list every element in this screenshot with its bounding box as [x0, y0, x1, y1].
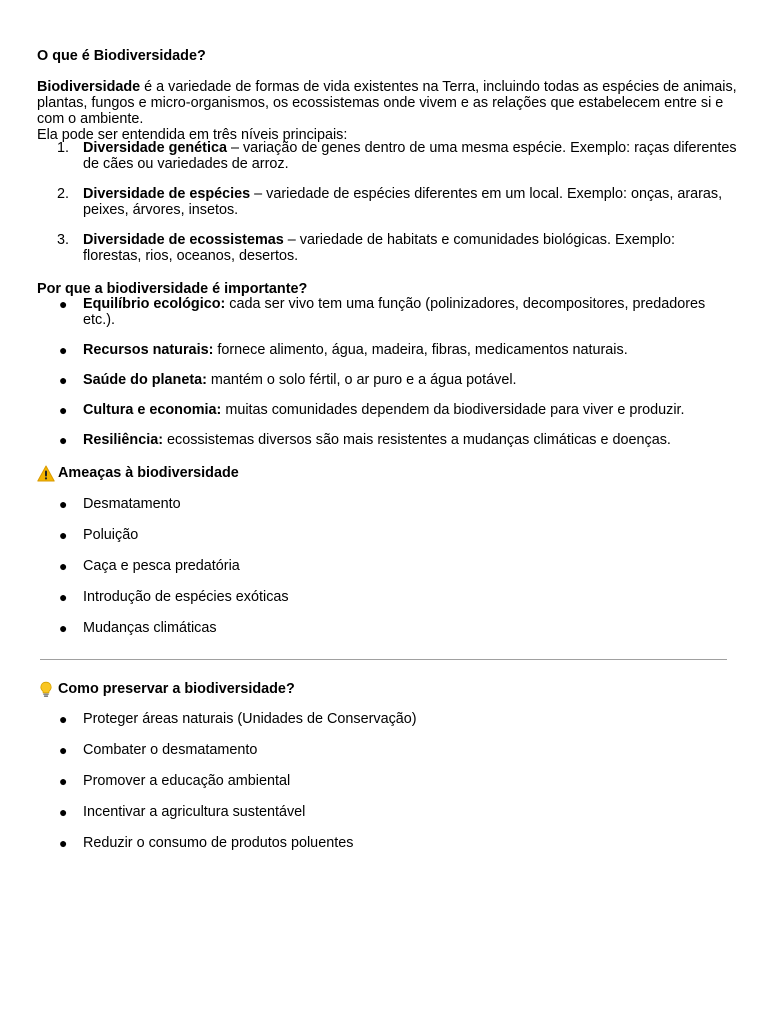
intro-section	[37, 79, 737, 143]
list-item	[37, 186, 737, 218]
threats-list	[37, 496, 737, 651]
why-term: Cultura e economia:	[83, 402, 222, 418]
list-number: 2.	[57, 186, 70, 202]
lightbulb-icon	[37, 681, 55, 698]
level-text: – variação de genes dentro de uma mesma espécie. Exemplo: raças diferentes de cães ou variedades de arroz.	[83, 140, 737, 172]
why-term: Equilíbrio ecológico:	[83, 296, 226, 312]
preserve-heading-text: Como preservar a biodiversidade?	[58, 681, 295, 697]
preserve-text: Incentivar a agricultura sustentável	[83, 804, 306, 820]
intro-definition: é a variedade de formas de vida existentes na Terra, incluindo todas as espécies de animais, plantas, fungos e micro-organismos, os ecossistemas onde vivem e as relações que estabelecem entre si e com o ambiente.	[37, 79, 737, 127]
list-number: 1.	[57, 140, 70, 156]
list-item	[37, 711, 737, 727]
preserve-heading	[37, 681, 295, 698]
list-item	[37, 496, 737, 512]
bullet: ●	[59, 496, 68, 512]
levels-list	[37, 140, 737, 278]
list-number: 3.	[57, 232, 70, 248]
list-item	[37, 402, 737, 418]
bullet: ●	[59, 296, 68, 312]
list-item	[37, 372, 737, 388]
bullet: ●	[59, 620, 68, 636]
threats-heading	[37, 465, 239, 482]
bullet: ●	[59, 711, 68, 727]
why-term: Resiliência:	[83, 432, 163, 448]
list-item	[37, 527, 737, 543]
preserve-text: Promover a educação ambiental	[83, 773, 291, 789]
bullet: ●	[59, 558, 68, 574]
threats-heading-text: Ameaças à biodiversidade	[58, 465, 239, 481]
list-item	[37, 432, 737, 448]
why-text: ecossistemas diversos são mais resistentes a mudanças climáticas e doenças.	[163, 432, 671, 448]
preserve-text: Reduzir o consumo de produtos poluentes	[83, 835, 354, 851]
preserve-text: Combater o desmatamento	[83, 742, 258, 758]
bullet: ●	[59, 527, 68, 543]
bullet: ●	[59, 742, 68, 758]
bullet: ●	[59, 835, 68, 851]
bullet: ●	[59, 402, 68, 418]
level-term: Diversidade de espécies	[83, 186, 251, 202]
list-item	[37, 232, 737, 264]
bullet: ●	[59, 804, 68, 820]
threat-text: Caça e pesca predatória	[83, 558, 240, 574]
intro-term: Biodiversidade	[37, 79, 141, 95]
page-title: O que é Biodiversidade?	[37, 48, 206, 64]
why-text: mantém o solo fértil, o ar puro e a água potável.	[206, 372, 517, 388]
list-item	[37, 620, 737, 636]
level-term: Diversidade de ecossistemas	[83, 232, 284, 248]
level-term: Diversidade genética	[83, 140, 227, 156]
list-item	[37, 140, 737, 172]
bullet: ●	[59, 589, 68, 605]
list-item	[37, 342, 737, 358]
list-item	[37, 804, 737, 820]
list-item	[37, 558, 737, 574]
threat-text: Introdução de espécies exóticas	[83, 589, 289, 605]
preserve-text: Proteger áreas naturais (Unidades de Conservação)	[83, 711, 417, 727]
warning-icon	[37, 465, 55, 482]
bullet: ●	[59, 372, 68, 388]
why-text: fornece alimento, água, madeira, fibras, medicamentos naturais.	[213, 342, 628, 358]
list-item	[37, 296, 737, 328]
preserve-list	[37, 711, 737, 866]
levels-intro: Ela pode ser entendida em três níveis principais:	[37, 127, 348, 143]
bullet: ●	[59, 342, 68, 358]
list-item	[37, 773, 737, 789]
threat-text: Poluição	[83, 527, 139, 543]
why-term: Recursos naturais:	[83, 342, 214, 358]
bullet: ●	[59, 773, 68, 789]
why-text: muitas comunidades dependem da biodiversidade para viver e produzir.	[221, 402, 685, 418]
threat-text: Mudanças climáticas	[83, 620, 217, 636]
list-item	[37, 835, 737, 851]
why-list	[37, 296, 737, 462]
list-item	[37, 589, 737, 605]
intro-paragraph	[37, 79, 737, 127]
bullet: ●	[59, 432, 68, 448]
list-item	[37, 742, 737, 758]
threat-text: Desmatamento	[83, 496, 181, 512]
level-text: – variedade de espécies diferentes em um local. Exemplo: onças, araras, peixes, árvores, insetos.	[83, 186, 723, 218]
level-text: – variedade de habitats e comunidades biológicas. Exemplo: florestas, rios, oceanos, desertos.	[83, 232, 675, 264]
why-heading: Por que a biodiversidade é importante?	[37, 281, 308, 297]
why-text: cada ser vivo tem uma função (polinizadores, decompositores, predadores etc.).	[83, 296, 706, 328]
horizontal-divider	[40, 659, 727, 660]
why-term: Saúde do planeta:	[83, 372, 207, 388]
